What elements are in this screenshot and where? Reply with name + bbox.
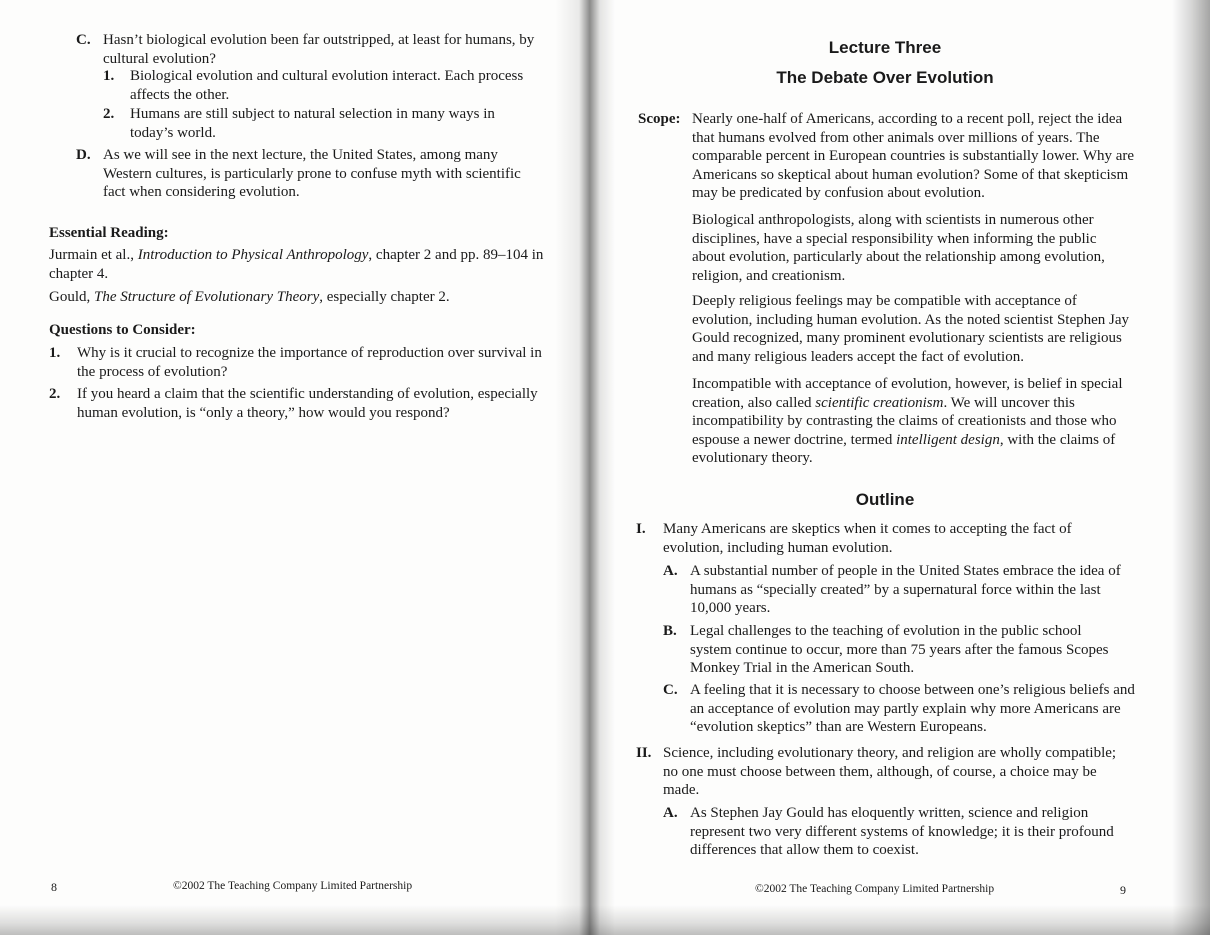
outline-label-i-a: A.: [663, 563, 678, 579]
questions-heading: Questions to Consider:: [49, 322, 196, 338]
outline-label-d: D.: [76, 147, 91, 163]
ref-2-rest: , especially chapter 2.: [319, 289, 450, 305]
footer-left: ©2002 The Teaching Company Limited Partnership: [173, 880, 413, 892]
right-page: [590, 0, 1210, 935]
scope-paragraph-1: Nearly one-half of Americans, according to a recent poll, reject the idea that humans evolved from other animals over millions of years. The comparable percent in European countries is substantially lower. Why are Americans so skeptical about human evolution? Some of that skepticism may be predicated by confusion about evolution.: [692, 111, 1135, 201]
reading-ref-2: [49, 288, 544, 307]
question-label-1: 1.: [49, 345, 61, 361]
outline-item-i-a: A substantial number of people in the United States embrace the idea of humans as “specially created” by a supernatural force within the last 10,000 years.: [690, 563, 1121, 616]
outline-label-1: 1.: [103, 68, 115, 84]
page-number-right: 9: [1120, 883, 1126, 897]
outline-item-i-b: Legal challenges to the teaching of evolution in the public school system continue to occur, more than 75 years after the famous Scopes Monkey Trial in the American South.: [690, 623, 1109, 676]
ref-1-title: Introduction to Physical Anthropology: [137, 247, 369, 263]
scope-label: Scope:: [638, 111, 681, 127]
scope-p4-term-creationism: scientific creationism: [815, 394, 944, 411]
lecture-subtitle: The Debate Over Evolution: [776, 68, 994, 87]
outline-item-d: As we will see in the next lecture, the United States, among many Western cultures, is particularly prone to confuse myth with scientific fact when considering evolution.: [103, 147, 521, 200]
reading-ref-1: [49, 246, 544, 283]
scope-paragraph-4: [692, 375, 1142, 468]
ref-2-author: Gould,: [49, 289, 94, 305]
scope-p4-term-intelligent-design: intelligent design: [896, 431, 1000, 448]
outline-item-2: Humans are still subject to natural selection in many ways in today’s world.: [130, 106, 495, 141]
outline-item-ii: Science, including evolutionary theory, and religion are wholly compatible; no one must choose between them, although, of course, a choice may be made.: [663, 745, 1117, 798]
outline-label-2: 2.: [103, 106, 115, 122]
outline-label-i-c: C.: [663, 682, 678, 698]
question-1: Why is it crucial to recognize the importance of reproduction over survival in the process of evolution?: [77, 345, 542, 380]
essential-reading-heading: Essential Reading:: [49, 225, 169, 241]
scope-paragraph-2: Biological anthropologists, along with scientists in numerous other disciplines, have a special responsibility when informing the public about evolution, particularly about the relationship among evolution, religion, and creationism.: [692, 212, 1105, 284]
outline-item-c: Hasn’t biological evolution been far outstripped, at least for humans, by cultural evolution?: [103, 32, 535, 67]
outline-label-i: I.: [636, 521, 646, 537]
lecture-title: Lecture Three: [828, 38, 942, 57]
question-2: If you heard a claim that the scientific understanding of evolution, especially human evolution, is “only a theory,” how would you respond?: [77, 386, 538, 421]
outline-item-1: Biological evolution and cultural evolution interact. Each process affects the other.: [130, 68, 524, 103]
outline-label-ii: II.: [636, 745, 652, 761]
scope-p4-part-e: , with the claims of evolutionary theory.: [692, 431, 1116, 466]
outline-item-i-c: A feeling that it is necessary to choose between one’s religious beliefs and an acceptance of evolution may partly explain why more Americans are “evolution skeptics” than are Western Europeans.: [690, 682, 1135, 735]
scope-paragraph-3: Deeply religious feelings may be compatible with acceptance of evolution, including human evolution. As the noted scientist Stephen Jay Gould recognized, many prominent evolutionary scientists are religious and many religious leaders accept the fact of evolution.: [692, 293, 1130, 365]
scope-p4-part-c: . We will uncover this incompatibility by contrasting the claims of creationists and those who espouse a newer doctrine, termed: [692, 394, 1117, 448]
outline-label-i-b: B.: [663, 623, 677, 639]
scope-p4-part-a: Incompatible with acceptance of evolution, however, is belief in special creation, also called: [692, 376, 1123, 411]
ref-1-rest: , chapter 2 and pp. 89–104 in chapter 4.: [49, 247, 544, 282]
outline-item-ii-a: As Stephen Jay Gould has eloquently written, science and religion represent two very different systems of knowledge; it is their profound differences that allow them to coexist.: [690, 805, 1114, 858]
footer-right: ©2002 The Teaching Company Limited Partnership: [755, 883, 995, 895]
outline-heading: Outline: [855, 490, 915, 509]
question-label-2: 2.: [49, 386, 61, 402]
ref-1-author: Jurmain et al.,: [49, 247, 138, 263]
page-number-left: 8: [51, 880, 57, 894]
left-page: [0, 0, 590, 935]
outline-label-c: C.: [76, 32, 91, 48]
outline-label-ii-a: A.: [663, 805, 678, 821]
ref-2-title: The Structure of Evolutionary Theory: [94, 289, 320, 305]
outline-item-i: Many Americans are skeptics when it comes to accepting the fact of evolution, including human evolution.: [663, 521, 1072, 556]
